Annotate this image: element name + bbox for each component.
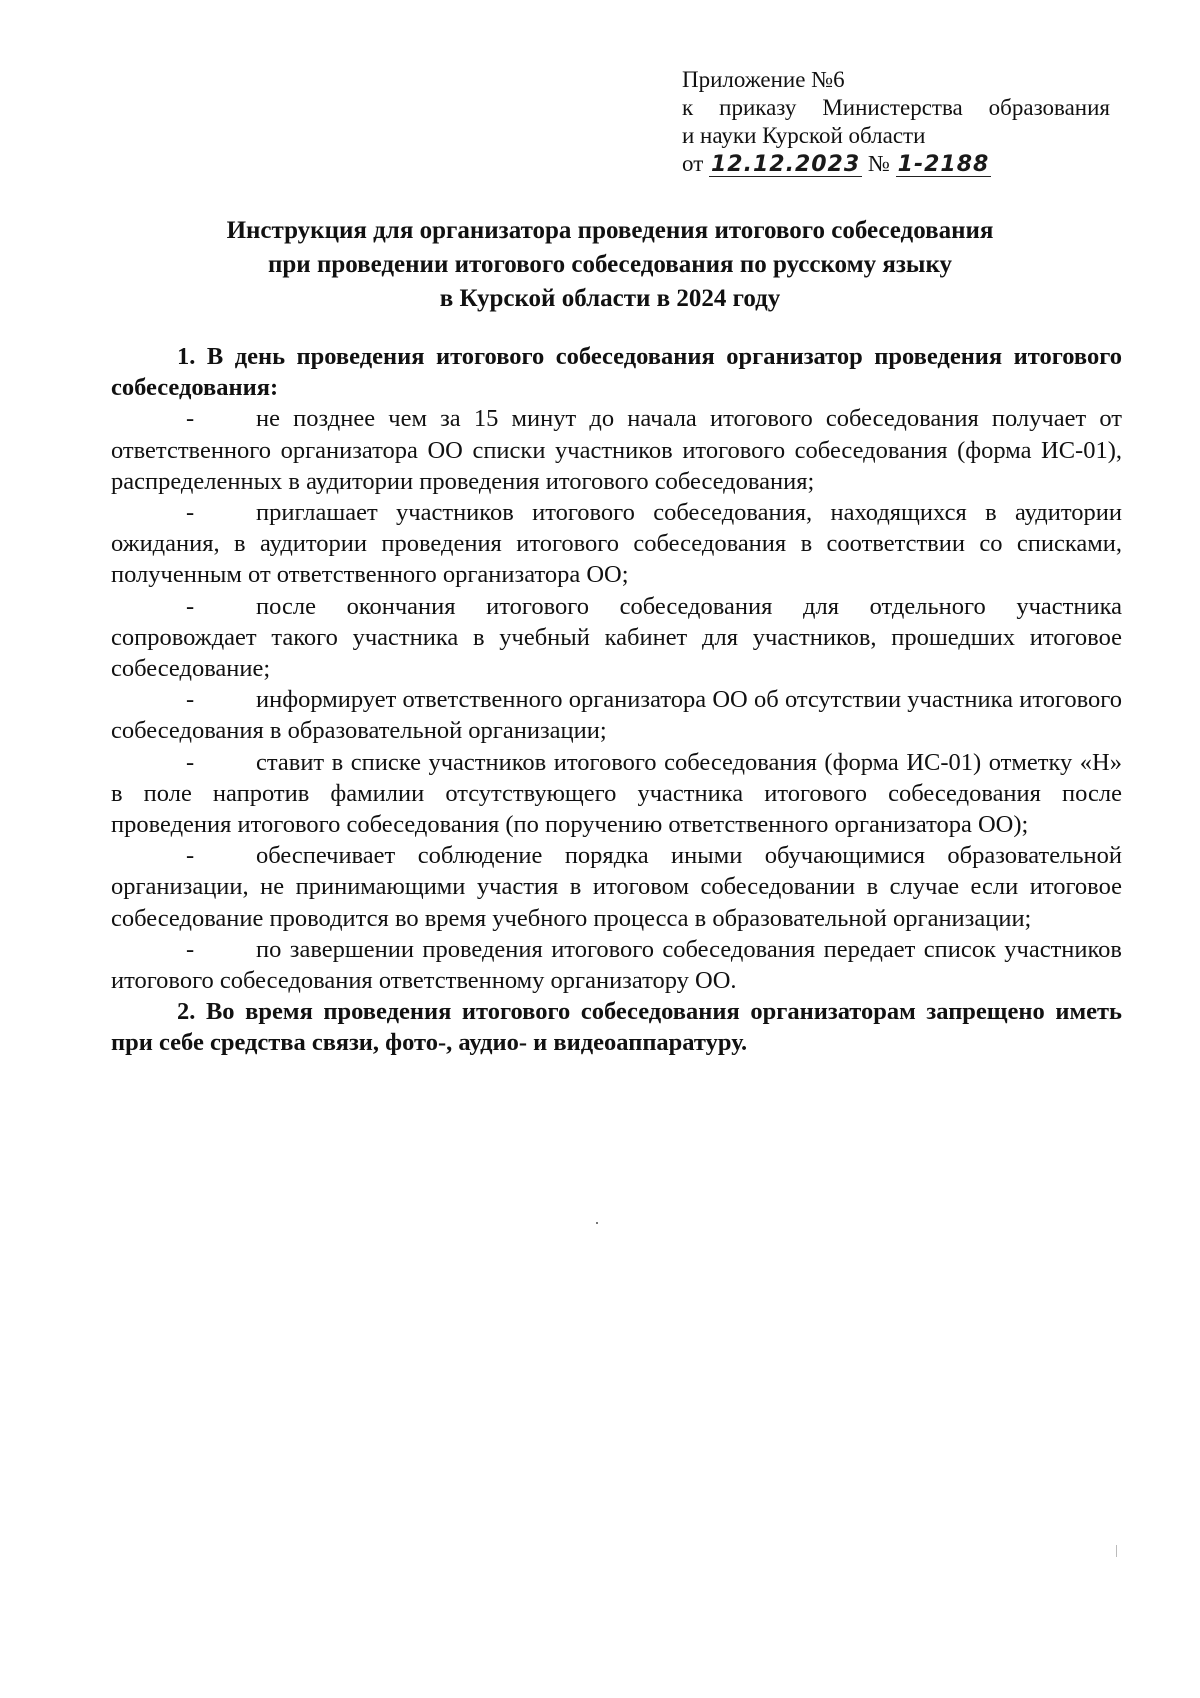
appendix-title: Приложение №6 [682,67,845,92]
list-item-text: по завершении проведения итогового собеседования передает список участников итогового собеседования ответственному организатору ОО. [111,935,1122,995]
list-item-text: ставит в списке участников итогового собеседования (форма ИС-01) отметку «Н» в поле напротив фамилии отсутствующего участника итогового собеседования после проведения итогового собеседования (по поручению ответственного организатора ОО); [111,748,1122,839]
list-item [111,591,1122,685]
list-item [111,403,1122,497]
list-dash: - [186,499,195,527]
list-item [111,934,1122,996]
list-item [111,497,1122,591]
list-dash: - [186,592,195,620]
list-dash: - [186,686,195,714]
section-2-paragraph: 2. Во время проведения итогового собеседования организаторам запрещено иметь при себе средства связи, фото-, аудио- и видеоаппаратуру. [111,998,1122,1057]
list-dash: - [186,935,195,963]
scan-speck [596,1222,598,1224]
appendix-ministry-line: и науки Курской области [682,123,926,148]
list-item-text: обеспечивает соблюдение порядка иными обучающимися образовательной организации, не принимающими участия в итоговом собеседовании в случае если итоговое собеседование проводится во время учебного процесса в образовательной организации; [111,842,1122,932]
list-item [111,684,1122,746]
handwritten-date: 12.12.2023 [711,152,861,177]
title-line-1: Инструкция для организатора проведения итогового собеседования [226,217,994,244]
appendix-order-line: к приказу Министерства образования [682,95,1110,120]
document-title [110,214,1110,316]
number-sign: № [867,151,890,176]
list-dash: - [186,405,195,433]
list-dash: - [186,842,195,870]
appendix-block [682,66,1122,178]
handwritten-order-number: 1-2188 [897,152,990,177]
list-item [111,840,1122,934]
scan-mark [1116,1545,1117,1557]
document-body [111,341,1122,1059]
section-1-heading: 1. В день проведения итогового собеседования организатор проведения итогового собеседования: [111,343,1122,402]
list-item-text: приглашает участников итогового собеседования, находящихся в аудитории ожидания, в аудитории проведения итогового собеседования в соответствии со списками, полученным от ответственного организатора ОО; [111,499,1122,589]
list-item-text: информирует ответственного организатора ОО об отсутствии участника итогового собеседования в образовательной организации; [111,686,1122,745]
list-dash: - [186,748,195,776]
title-line-2: при проведении итогового собеседования по русскому языку [267,251,952,278]
list-item [111,747,1122,841]
list-item-text: после окончания итогового собеседования для отдельного участника сопровождает такого участника в учебный кабинет для участников, прошедших итоговое собеседование; [111,592,1122,683]
date-prefix: от [682,151,704,176]
appendix-date-line [682,150,1122,178]
title-line-3: в Курской области в 2024 году [439,285,781,312]
list-item-text: не позднее чем за 15 минут до начала итогового собеседования получает от ответственного организатора ОО списки участников итогового собеседования (форма ИС-01), распределенных в аудитории проведения итогового собеседования; [111,405,1122,495]
